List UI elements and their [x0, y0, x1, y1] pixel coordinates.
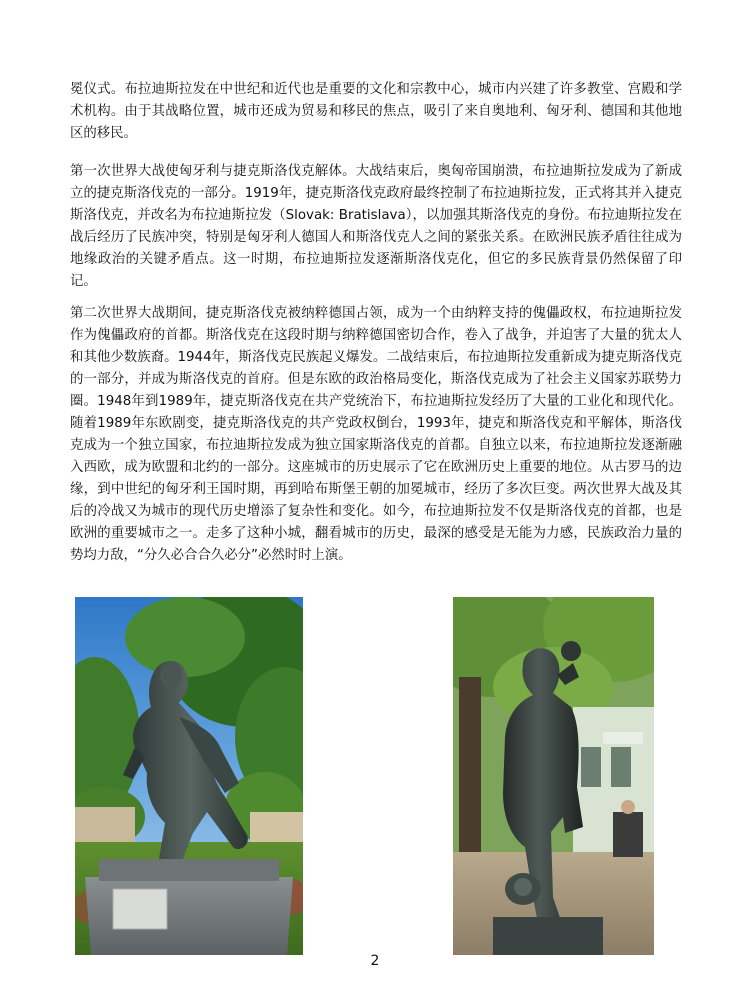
- poet-statue-image: [453, 597, 654, 955]
- paragraph-2-text: 第一次世界大战使匈牙利与捷克斯洛伐克解体。大战结束后，奥匈帝国崩溃，布拉迪斯拉发成为了新成立的捷克斯洛伐克的一部分。1919年，捷克斯洛伐克政府最终控制了布拉迪斯拉发，正式将其并入捷克斯洛伐克，并改名为布拉迪斯拉发（Slovak: Bratislava），以加强其斯洛伐克的身份。布拉迪斯拉发在战后经历了民族冲突，特别是匈牙利人德国人和斯洛伐克人之间的紧张关系。在欧洲民族矛盾往往成为地缘政治的关键矛盾点。这一时期，布拉迪斯拉发逐渐斯洛伐克化，但它的多民族背景仍然保留了印记。: [70, 164, 682, 289]
- paragraph-3: [70, 303, 682, 567]
- paragraph-1-text: 冕仪式。布拉迪斯拉发在中世纪和近代也是重要的文化和宗教中心，城市内兴建了许多教堂、宫殿和学术机构。由于其战略位置，城市还成为贸易和移民的焦点，吸引了来自奥地利、匈牙利、德国和其他地区的移民。: [70, 82, 682, 141]
- photo-soldier-statue: [75, 597, 303, 955]
- soldier-statue-image: [75, 597, 303, 955]
- paragraph-2: [70, 161, 682, 293]
- photo-poet-statue: [453, 597, 654, 955]
- paragraph-1: [70, 79, 682, 145]
- paragraph-3-text: 第二次世界大战期间，捷克斯洛伐克被纳粹德国占领，成为一个由纳粹支持的傀儡政权，布拉迪斯拉发作为傀儡政府的首都。斯洛伐克在这段时期与纳粹德国密切合作，卷入了战争，并迫害了大量的犹太人和其他少数族裔。1944年，斯洛伐克民族起义爆发。二战结束后，布拉迪斯拉发重新成为捷克斯洛伐克的一部分，并成为斯洛伐克的首府。但是东欧的政治格局变化，斯洛伐克成为了社会主义国家苏联势力圈。1948年到1989年，捷克斯洛伐克在共产党统治下，布拉迪斯拉发经历了大量的工业化和现代化。随着1989年东欧剧变，捷克斯洛伐克的共产党政权倒台，1993年，捷克和斯洛伐克和平解体，斯洛伐克成为一个独立国家，布拉迪斯拉发成为独立国家斯洛伐克的首都。自独立以来，布拉迪斯拉发逐渐融入西欧，成为欧盟和北约的一部分。这座城市的历史展示了它在欧洲历史上重要的地位。从古罗马的边缘，到中世纪的匈牙利王国时期，再到哈布斯堡王朝的加冕城市，经历了多次巨变。两次世界大战及其后的冷战又为城市的现代历史增添了复杂性和变化。如今，布拉迪斯拉发不仅是斯洛伐克的首都，也是欧洲的重要城市之一。走多了这种小城，翻看城市的历史，最深的感受是无能为力感，民族政治力量的势均力敌，“分久必合合久必分”必然时时上演。: [70, 306, 682, 563]
- page-number: 2: [370, 953, 380, 969]
